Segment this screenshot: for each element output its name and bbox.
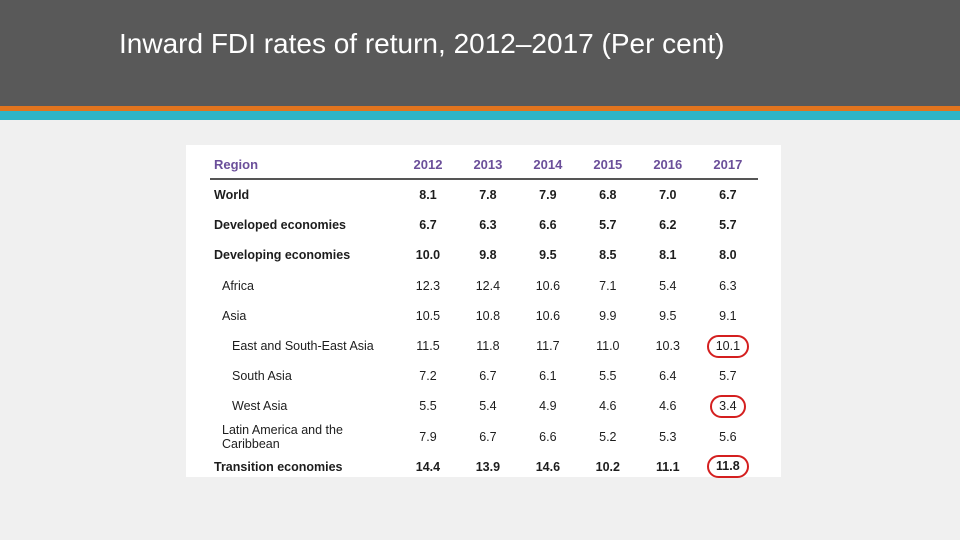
header-region: Region	[214, 156, 259, 172]
cell: 6.1	[539, 369, 557, 384]
row-label: World	[214, 188, 250, 203]
header-2013: 2013	[473, 156, 503, 172]
cell: 11.5	[416, 339, 440, 354]
cell: 8.5	[599, 248, 617, 263]
cell: 14.6	[535, 459, 561, 474]
table-row	[210, 391, 758, 421]
cell: 5.4	[479, 399, 497, 414]
row-label: Africa	[222, 278, 254, 293]
header-2015: 2015	[593, 156, 623, 172]
cell: 4.6	[599, 399, 617, 414]
fdi-table-image	[186, 145, 781, 477]
cell: 10.0	[415, 248, 441, 263]
cell: 5.5	[419, 399, 437, 414]
highlight-circle: 11.8	[707, 455, 749, 478]
header-2016: 2016	[653, 156, 683, 172]
cell: 7.9	[419, 429, 437, 444]
cell: 11.8	[476, 339, 500, 354]
cell: 4.9	[539, 399, 557, 414]
cell: 12.4	[475, 278, 501, 293]
cell: 6.3	[479, 218, 497, 233]
row-label: Developing economies	[214, 248, 351, 263]
cell: 6.7	[719, 188, 737, 203]
table-row	[210, 301, 758, 331]
row-label: Asia	[222, 308, 247, 323]
cell: 8.1	[419, 188, 437, 203]
cell: 10.5	[415, 308, 441, 323]
highlight-circle: 10.1	[707, 335, 749, 358]
cell: 6.6	[539, 218, 557, 233]
table-row	[210, 331, 758, 361]
fdi-returns-table	[210, 150, 758, 482]
cell: 5.7	[719, 369, 737, 384]
table-row	[210, 271, 758, 301]
cell: 6.2	[659, 218, 677, 233]
cell: 6.3	[719, 278, 737, 293]
highlight-circle: 3.4	[710, 395, 745, 418]
row-label: Developed economies	[214, 218, 346, 233]
cell: 7.1	[599, 278, 617, 293]
cell: 13.9	[475, 459, 501, 474]
table-row	[210, 452, 758, 482]
row-label: South Asia	[232, 369, 292, 384]
cell: 9.9	[599, 308, 617, 323]
cell: 14.4	[415, 459, 441, 474]
cell: 11.0	[596, 339, 620, 354]
cell-circled	[698, 391, 758, 421]
header-2017: 2017	[713, 156, 743, 172]
cell: 8.0	[719, 248, 737, 263]
slide-header	[0, 0, 960, 106]
table-row	[210, 240, 758, 270]
header-2014: 2014	[533, 156, 563, 172]
cell: 9.1	[719, 308, 737, 323]
table-row	[210, 179, 758, 210]
cell: 5.7	[599, 218, 617, 233]
cell: 6.8	[599, 188, 617, 203]
cell: 5.6	[719, 429, 737, 444]
cell: 10.6	[535, 308, 561, 323]
row-label: East and South-East Asia	[232, 339, 374, 354]
cell: 7.8	[479, 188, 497, 203]
cell: 4.6	[659, 399, 677, 414]
cell: 5.5	[599, 369, 617, 384]
row-label: Transition economies	[214, 459, 343, 474]
cell: 9.8	[479, 248, 497, 263]
table-row	[210, 210, 758, 240]
cell: 10.8	[475, 308, 501, 323]
cell-circled	[698, 331, 758, 361]
cell: 11.1	[655, 459, 680, 474]
cell: 5.7	[719, 218, 737, 233]
cell: 9.5	[659, 308, 677, 323]
cell: 5.2	[599, 429, 617, 444]
table-row	[210, 422, 758, 452]
cell: 11.7	[536, 339, 560, 354]
cell: 10.2	[595, 459, 620, 474]
table-header-row	[210, 150, 758, 179]
cell: 12.3	[415, 278, 441, 293]
cell: 9.5	[539, 248, 557, 263]
cell-circled	[698, 452, 758, 482]
table-row	[210, 361, 758, 391]
cell: 7.0	[659, 188, 677, 203]
cell: 7.2	[419, 369, 437, 384]
cell: 10.3	[655, 339, 680, 354]
cell: 10.6	[535, 278, 561, 293]
cell: 6.6	[539, 429, 557, 444]
cell: 6.4	[659, 369, 677, 384]
cell: 6.7	[479, 429, 497, 444]
row-label: Latin America and the Caribbean	[222, 422, 343, 451]
cell: 7.9	[539, 188, 557, 203]
cell: 6.7	[479, 369, 497, 384]
row-label: West Asia	[232, 399, 288, 414]
cell: 6.7	[419, 218, 437, 233]
cell: 5.3	[659, 429, 677, 444]
teal-stripe	[0, 111, 960, 120]
cell: 8.1	[659, 248, 677, 263]
slide-title: Inward FDI rates of return, 2012–2017 (Per cent)	[119, 28, 725, 59]
header-2012: 2012	[413, 156, 443, 172]
cell: 5.4	[659, 278, 677, 293]
